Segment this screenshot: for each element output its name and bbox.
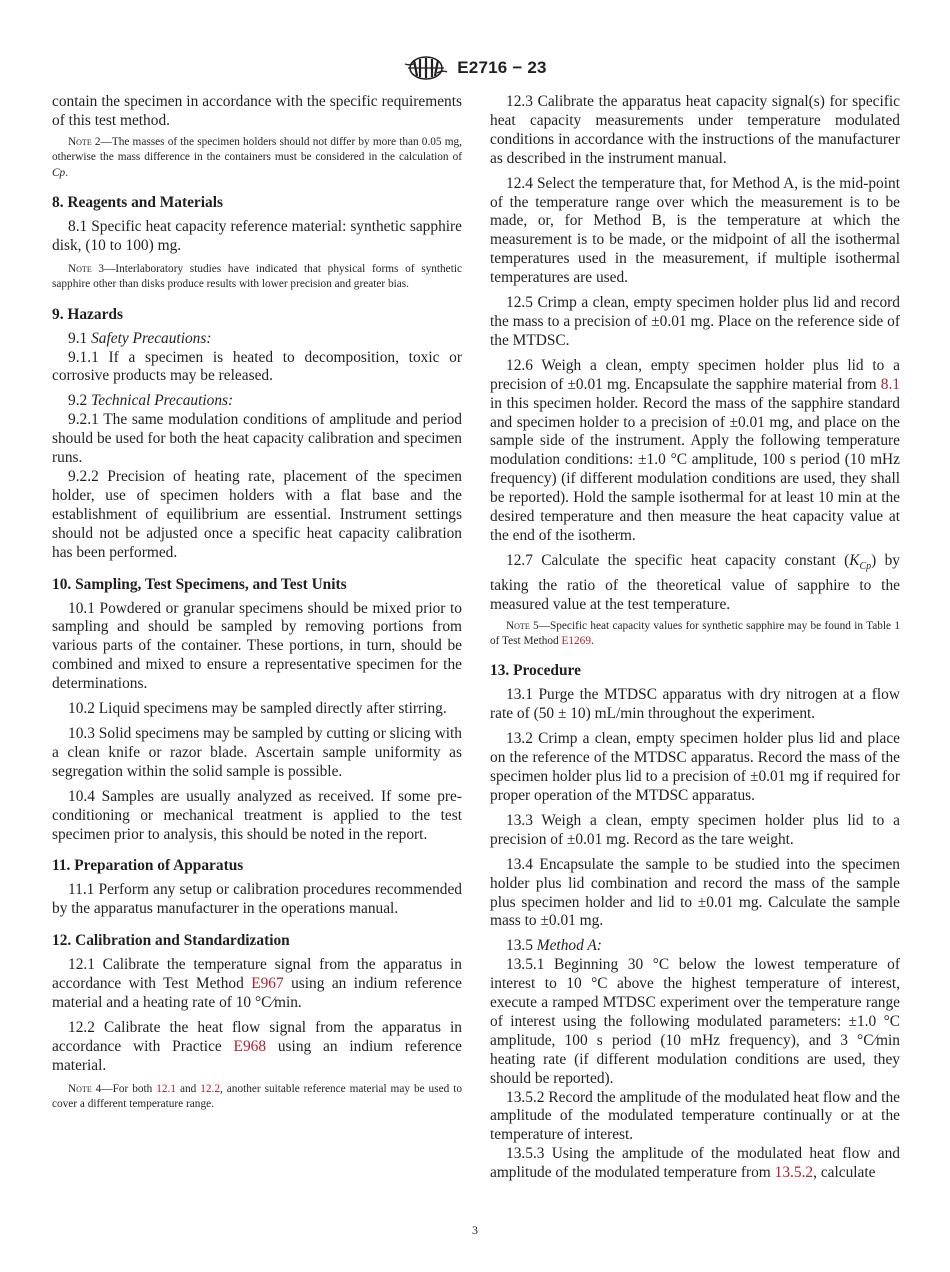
note-label: Note 2 — [68, 135, 101, 148]
note-2: Note 2—The masses of the specimen holders should not differ by more than 0.05 mg, otherwise the mass difference in the containers must be considered in the calculation of Cp. — [52, 135, 462, 179]
link-12-1[interactable]: 12.1 — [156, 1082, 177, 1095]
note-5: Note 5—Specific heat capacity values for synthetic sapphire may be found in Table 1 of Test Method E1269. — [490, 619, 900, 648]
link-12-2[interactable]: 12.2 — [200, 1082, 221, 1095]
section-heading-11: 11. Preparation of Apparatus — [52, 857, 244, 875]
paragraph-10-4: 10.4 Samples are usually analyzed as received. If some pre-conditioning or mechanical treatment is applied to the test specimen prior to analysis, this should be noted in the report. — [52, 787, 462, 843]
paragraph-13-2: 13.2 Crimp a clean, empty specimen holder plus lid and place on the reference of the MTDSC apparatus. Record the mass of the specimen holder plus lid to a precision of ±0.01 mg if required for proper operation of the MTDSC apparatus. — [490, 730, 900, 804]
paragraph-9-1: 9.1 Safety Precautions: — [68, 329, 212, 347]
paragraph-13-5-3: 13.5.3 Using the amplitude of the modulated heat flow and amplitude of the modulated temperature from 13.5.2, calculate — [490, 1145, 900, 1182]
paragraph-9-2: 9.2 Technical Precautions: — [68, 392, 234, 410]
paragraph-continuation: contain the specimen in accordance with the specific requirements of this test method. — [52, 93, 462, 129]
section-heading-12: 12. Calibration and Standardization — [52, 932, 290, 950]
paragraph-10-2: 10.2 Liquid specimens may be sampled directly after stirring. — [68, 700, 447, 718]
link-13-5-2[interactable]: 13.5.2 — [774, 1164, 814, 1182]
paragraph-13-3: 13.3 Weigh a clean, empty specimen holder plus lid to a precision of ±0.01 mg. Record as the tare weight. — [490, 811, 900, 848]
section-heading-8: 8. Reagents and Materials — [52, 194, 223, 212]
link-e1269[interactable]: E1269 — [561, 635, 591, 648]
paragraph-12-3: 12.3 Calibrate the apparatus heat capacity signal(s) for specific heat capacity measurements under temperature modulated conditions in accordance with the instructions of the manufacturer as described in the instrument manual. — [490, 93, 900, 167]
link-e967[interactable]: E967 — [251, 975, 284, 993]
paragraph-13-5-2: 13.5.2 Record the amplitude of the modulated heat flow and the amplitude of the modulated temperature continually or at the temperature of interest. — [490, 1088, 900, 1144]
astm-logo-icon — [403, 56, 449, 80]
section-heading-10: 10. Sampling, Test Specimens, and Test Units — [52, 575, 347, 593]
paragraph-11-1: 11.1 Perform any setup or calibration procedures recommended by the apparatus manufacturer in the operations manual. — [52, 881, 462, 918]
link-e968[interactable]: E968 — [233, 1037, 267, 1055]
paragraph-10-1: 10.1 Powdered or granular specimens should be mixed prior to sampling and should be sampled by removing portions from various parts of the container. These portions, in turn, should be combined and mixed to ensure a representative specimen for the determinations. — [52, 599, 462, 693]
paragraph-9-2-2: 9.2.2 Precision of heating rate, placement of the specimen holder, use of specimen holders with a flat base and the establishment of equilibrium are essential. Instrument settings should not be adjusted once a specific heat capacity calibration has been performed. — [52, 468, 462, 561]
right-column — [490, 93, 900, 1183]
paragraph-13-4: 13.4 Encapsulate the sample to be studied into the specimen holder plus lid combination and record the mass of the sample plus specimen holder and lid to ±0.01 mg. Calculate the sample mass to ±0.01 mg. — [490, 855, 900, 930]
paragraph-12-1: 12.1 Calibrate the temperature signal from the apparatus in accordance with Test Method E967 using an indium reference material and a heating rate of 10 °C⁄min. — [52, 956, 462, 1012]
section-heading-9: 9. Hazards — [52, 305, 123, 323]
note-4: Note 4—For both 12.1 and 12.2, another suitable reference material may be used to cover a different temperature range. — [52, 1082, 462, 1111]
page-header — [0, 56, 950, 80]
section-heading-13: 13. Procedure — [490, 662, 581, 680]
paragraph-13-1: 13.1 Purge the MTDSC apparatus with dry nitrogen at a flow rate of (50 ± 10) mL/min throughout the experiment. — [490, 686, 900, 723]
paragraph-12-6: 12.6 Weigh a clean, empty specimen holder plus lid to a precision of ±0.01 mg. Encapsulate the sapphire material from 8.1 in this specimen holder. Record the mass of the sapphire standard and specimen holder to a precision of ±0.01 mg, and place on the sample side of the instrument. Apply the following temperature modulation conditions: ±1.0 °C amplitude, 100 s period (10 mHz frequency) (if different modulation conditions are used, they shall be reported). Hold the sample isothermal for at least 10 min at the desired temperature and then measure the heat capacity value at the end of the isotherm. — [490, 356, 900, 544]
left-column — [52, 93, 462, 1112]
note-3: Note 3—Interlaboratory studies have indicated that physical forms of synthetic sapphire other than disks produce results with lower precision and greater bias. — [52, 262, 462, 291]
paragraph-13-5-1: 13.5.1 Beginning 30 °C below the lowest temperature of interest to 10 °C above the highest temperature of interest, execute a ramped MTDSC experiment over the temperature range of interest using the following modulated parameters: ±1.0 °C amplitude, 100 s period (10 mHz frequency), and 3 °C⁄min heating rate (if different modulation conditions are used, they should be reported). — [490, 956, 900, 1087]
link-8-1[interactable]: 8.1 — [880, 375, 900, 393]
paragraph-12-4: 12.4 Select the temperature that, for Method A, is the mid-point of the temperature range over which the measurement is to be made, or, for Method B, is the temperature at which the measurement is to be made, or the midpoint of all the isothermal temperatures used in the measurement, if multiple isothermal temperatures are used. — [490, 174, 900, 287]
paragraph-9-2-1: 9.2.1 The same modulation conditions of amplitude and period should be used for both the heat capacity calibration and specimen runs. — [52, 411, 462, 467]
paragraph-12-7: 12.7 Calculate the specific heat capacity constant $(K_{Cp})$ by taking the ratio of the theoretical value of sapphire to the measured value at the test temperature. — [490, 551, 900, 613]
paragraph-12-2: 12.2 Calibrate the heat flow signal from the apparatus in accordance with Practice E968 using an indium reference material. — [52, 1018, 462, 1074]
paragraph-12-5: 12.5 Crimp a clean, empty specimen holder plus lid and record the mass to a precision of ±0.01 mg. Place on the reference side of the MTDSC. — [490, 294, 900, 349]
paragraph-8-1: 8.1 Specific heat capacity reference material: synthetic sapphire disk, (10 to 100) mg. — [52, 218, 462, 254]
paragraph-10-3: 10.3 Solid specimens may be sampled by cutting or slicing with a clean knife or razor blade. Ascertain sample uniformity as segregation within the solid sample is possible. — [52, 724, 462, 780]
paragraph-9-1-1: 9.1.1 If a specimen is heated to decomposition, toxic or corrosive products may be released. — [52, 348, 462, 385]
paragraph-13-5: 13.5 Method A: — [506, 937, 602, 955]
document-code: E2716 − 23 — [457, 58, 547, 77]
page-number: 3 — [472, 1223, 478, 1237]
